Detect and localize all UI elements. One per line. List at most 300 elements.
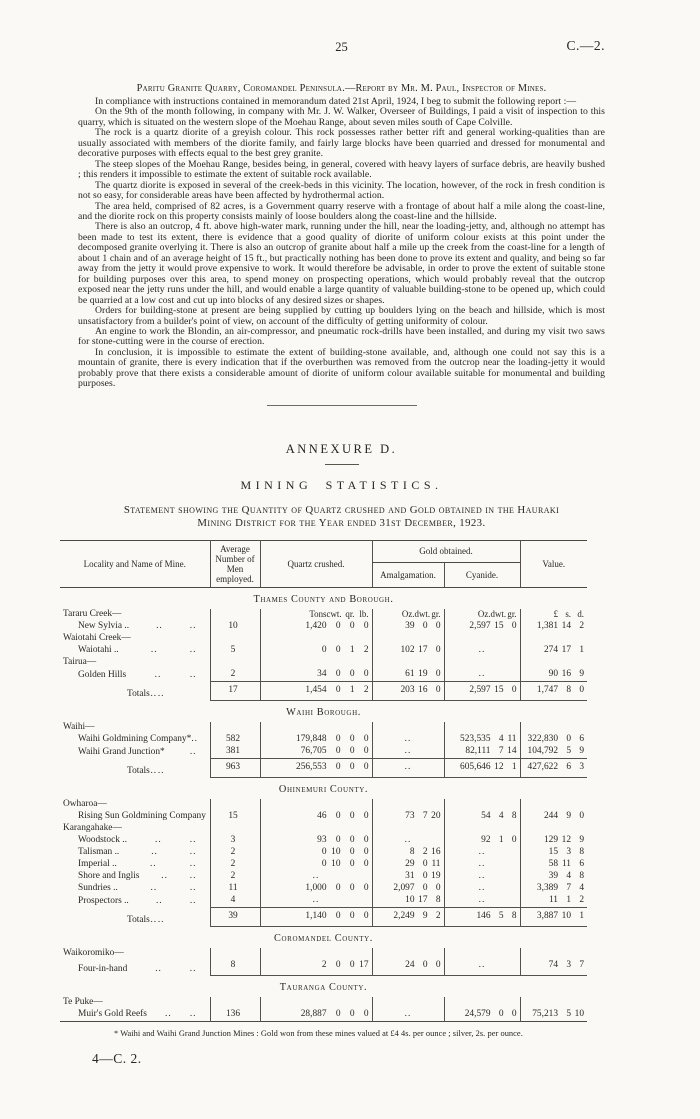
figure-major: Oz. <box>477 609 491 620</box>
figure-major: 523,535 <box>460 734 491 745</box>
value-cell <box>520 997 587 1009</box>
men-employed-cell: 10 <box>210 621 260 633</box>
col-header-men: Average Number of Men employed. <box>210 540 260 587</box>
quartz-cell <box>260 960 372 976</box>
men-employed-cell: 11 <box>210 883 260 895</box>
figure-minor: 15 <box>494 621 504 632</box>
figure-group <box>524 835 585 847</box>
locality-group-label: Tairua— <box>63 657 97 668</box>
mine-name-cell <box>60 645 210 657</box>
figure-group <box>376 609 441 621</box>
men-employed-cell <box>210 722 260 734</box>
figure-group <box>524 621 585 633</box>
figure-major: £ <box>553 609 558 620</box>
figure-minor: 10 <box>331 847 341 858</box>
dot-leader: .. <box>189 847 197 858</box>
figure-group <box>264 835 369 847</box>
quartz-cell <box>260 997 372 1009</box>
figure-major: 75,213 <box>532 1009 558 1020</box>
footer-signature: 4—C. 2. <box>92 1050 142 1066</box>
figure-major: 76,705 <box>300 746 327 757</box>
cyanide-cell: .. <box>444 960 520 976</box>
figure-group <box>524 871 585 883</box>
section-heading-row <box>60 777 587 799</box>
figure-group <box>264 883 369 895</box>
locality-group-row <box>60 799 587 811</box>
locality-group-label: Tararu Creek— <box>63 609 122 620</box>
figure-minor: 0 <box>349 911 355 922</box>
annexure-title: ANNEXURE D. <box>285 441 398 456</box>
men-employed-cell: 2 <box>210 871 260 883</box>
figure-minor: 9 <box>579 669 584 680</box>
figure-minor: dwt. <box>414 609 431 620</box>
figure-minor: 0 <box>511 621 517 632</box>
value-cell <box>520 835 587 847</box>
dot-leader: .. <box>150 688 158 699</box>
figure-minor: 5 <box>566 1009 571 1020</box>
mine-name-line <box>63 871 207 883</box>
figure-minor: 0 <box>511 685 517 696</box>
figure-major: 129 <box>543 835 558 846</box>
annexure-divider-rule <box>325 464 359 465</box>
men-employed-cell: 582 <box>210 734 260 746</box>
mine-name-cell <box>60 859 210 871</box>
mine-name-line <box>63 1009 207 1021</box>
dot-leader: .. <box>150 883 158 894</box>
value-cell <box>520 758 587 777</box>
figure-minor: 0 <box>422 621 428 632</box>
figure-minor: 5 <box>566 746 571 757</box>
amalgamation-cell <box>372 948 444 960</box>
men-employed-cell: 2 <box>210 669 260 682</box>
mine-name-cell <box>60 847 210 859</box>
figure-minor: 0 <box>363 847 369 858</box>
section-heading: Waihi Borough. <box>286 707 361 719</box>
figure-minor: 0 <box>363 1009 369 1020</box>
figure-major: 104,792 <box>527 746 558 757</box>
amalgamation-cell <box>372 633 444 645</box>
amalgamation-cell: .. <box>372 1009 444 1022</box>
quartz-cell <box>260 746 372 759</box>
report-paragraph: The area held, comprised of 82 acres, is a Government quarry reserve with a frontage of about half a mile along the coast-line, and the diorite rock on this property consists mainly of loose boulders along the coast-line and the hillside. <box>78 200 605 222</box>
figure-minor: 0 <box>349 960 355 971</box>
figure-group <box>448 1009 517 1021</box>
report-paragraph: Orders for building-stone at present are being supplied by cutting up boulders lying on the beach and hillside, which is most unsatisfactory from a builder's point of view, on account of the difficulty of getting uniformity of colour. <box>78 305 605 327</box>
report-paragraph: An engine to work the Blondin, an air-compressor, and pneumatic rock-drills have been installed, and during my visit two saws for stone-cutting were in the course of erection. <box>78 325 605 348</box>
figure-minor: 0 <box>335 746 341 757</box>
figure-major: 322,830 <box>527 734 558 745</box>
dot-leader: .. <box>189 883 197 894</box>
mine-name-line <box>63 835 207 847</box>
figure-group <box>376 911 441 923</box>
dot-leader: .. <box>157 914 165 925</box>
men-employed-cell: 136 <box>210 1009 260 1022</box>
value-cell <box>520 621 587 633</box>
figure-minor: 0 <box>335 911 341 922</box>
figure-minor: 0 <box>579 685 584 696</box>
mine-name-cell <box>60 823 210 835</box>
value-cell <box>520 669 587 682</box>
mine-name: Shore and Inglis <box>78 871 140 882</box>
mine-row <box>60 835 587 847</box>
mine-name: Waihi Grand Junction* <box>78 746 165 757</box>
mine-name-cell <box>60 681 210 700</box>
report-paragraph: In conclusion, it is impossible to estimate the extent of building-stone available, and, although one could not say this is a mountain of granite, there is every indication that if the overburthen was removed from the outcrop near the loading-jetty it would probably prove that there exists a considerable amount of diorite of uniform colour available suitable for monumental and building purposes. <box>78 346 605 390</box>
mine-name: New Sylvia .. <box>78 621 130 632</box>
figure-minor: 0 <box>511 1009 517 1020</box>
figure-minor: 5 <box>498 911 504 922</box>
figure-minor: 1 <box>511 762 517 773</box>
amalgamation-cell: .. <box>372 734 444 746</box>
men-employed-cell: 17 <box>210 681 260 700</box>
figure-minor: 0 <box>335 811 341 822</box>
locality-group-label: Te Puke— <box>63 997 103 1008</box>
figure-minor: 4 <box>498 811 504 822</box>
section-heading: Tauranga County. <box>279 982 368 994</box>
figure-group <box>448 685 517 697</box>
mine-name: Sundries .. <box>78 883 118 894</box>
figure-group <box>524 911 585 923</box>
figure-minor: 7 <box>422 811 428 822</box>
mine-name-line <box>63 670 207 682</box>
page-header <box>78 40 605 56</box>
figure-minor: 0 <box>422 871 428 882</box>
figure-minor: 0 <box>335 960 341 971</box>
figure-minor: 0 <box>363 911 369 922</box>
amalgamation-cell <box>372 669 444 682</box>
figure-minor: 0 <box>335 621 341 632</box>
figure-major: 427,622 <box>527 762 558 773</box>
dot-leader: .. <box>191 734 198 745</box>
figure-minor: 2 <box>579 895 584 906</box>
figure-minor: 1 <box>498 835 504 846</box>
amalgamation-cell <box>372 811 444 823</box>
figure-group <box>376 669 441 681</box>
locality-group-label: Waiotahi Creek— <box>63 633 131 644</box>
figure-major: 2,097 <box>393 883 415 894</box>
quartz-cell <box>260 734 372 746</box>
mine-name-cell <box>60 997 210 1009</box>
figure-minor: 4 <box>566 871 571 882</box>
figure-group <box>524 847 585 859</box>
figure-major: 2,249 <box>393 911 415 922</box>
amalgamation-cell <box>372 960 444 976</box>
mine-name-line <box>63 847 207 859</box>
mine-name-cell <box>60 758 210 777</box>
mine-row <box>60 960 587 976</box>
section-heading-row <box>60 926 587 948</box>
figure-group <box>264 621 369 633</box>
figure-minor: 0 <box>335 685 341 696</box>
figure-minor: 1 <box>349 685 355 696</box>
figure-minor: 8 <box>511 811 517 822</box>
figure-group <box>264 685 369 697</box>
dot-leader: .. <box>157 688 165 699</box>
col-header-cyanide: Cyanide. <box>444 562 520 587</box>
value-cell <box>520 948 587 960</box>
quartz-cell <box>260 907 372 926</box>
locality-group-row <box>60 609 587 621</box>
mine-name-cell <box>60 746 210 759</box>
figure-group <box>448 734 517 746</box>
figure-group <box>264 1009 369 1021</box>
quartz-cell <box>260 669 372 682</box>
mine-row <box>60 811 587 823</box>
figure-group <box>264 811 369 823</box>
figure-minor: 0 <box>435 960 441 971</box>
figure-major: 8 <box>409 847 415 858</box>
mine-name-cell <box>60 734 210 746</box>
mine-name-cell <box>60 799 210 811</box>
figure-major: 179,848 <box>296 734 327 745</box>
locality-group-label: Waikoromiko— <box>63 948 124 959</box>
mine-name: Prospectors .. <box>78 895 129 906</box>
figure-minor: 2 <box>579 621 584 632</box>
mine-name-cell <box>60 835 210 847</box>
mine-name: Talisman .. <box>78 847 120 858</box>
mine-name-line <box>63 621 207 633</box>
amalgamation-cell <box>372 823 444 835</box>
figure-minor: 0 <box>335 883 341 894</box>
value-cell <box>520 799 587 811</box>
figure-minor: 0 <box>435 669 441 680</box>
quartz-cell <box>260 681 372 700</box>
value-cell <box>520 907 587 926</box>
cyanide-cell <box>444 823 520 835</box>
figure-minor: 0 <box>435 883 441 894</box>
figure-major: 93 <box>317 835 327 846</box>
figure-major: 0 <box>321 645 327 656</box>
locality-group-row <box>60 948 587 960</box>
figure-group <box>448 811 517 823</box>
amalgamation-cell <box>372 621 444 633</box>
figure-minor: 17 <box>561 645 571 656</box>
figure-major: 1,747 <box>536 685 558 696</box>
figure-group <box>264 911 369 923</box>
figure-minor: 0 <box>349 859 355 870</box>
men-employed-cell: 3 <box>210 835 260 847</box>
col-header-amalgamation: Amalgamation. <box>372 562 444 587</box>
figure-minor: gr. <box>507 609 517 620</box>
quartz-cell: .. <box>260 871 372 883</box>
mine-name-line <box>63 859 207 871</box>
mine-name-cell <box>60 960 210 976</box>
figure-minor: 6 <box>579 734 584 745</box>
figure-minor: 0 <box>349 883 355 894</box>
figure-major: 39 <box>548 871 558 882</box>
figure-group <box>376 960 441 972</box>
cyanide-cell: .. <box>444 871 520 883</box>
cyanide-cell: .. <box>444 895 520 908</box>
locality-group-label: Karangahake— <box>63 823 122 834</box>
quartz-cell <box>260 621 372 633</box>
figure-group <box>524 960 585 972</box>
mine-name-cell <box>60 669 210 682</box>
report-paragraph: There is also an outcrop, 4 ft. above high-water mark, running under the hill, near the loading-jetty, and, although no attempt has been made to test its extent, there is evidence that a good quality of diorite of uniform colour exists at this point under the decomposed granite overlying it. There is also an outcrop of granite about half a mile up the creek from the coast-line for a length of about 1 chain and of an average height of 15 ft., but practically nothing has been done to prove its extent and quality, and being so far away from the jetty it would prove expensive to work. It would therefore be advisable, in order to prove the extent of suitable stone for building purposes over this area, to spend money on prospecting operations, which would probably reveal that the outcrop exposed near the jetty runs under the hill, and would enable a large quantity of valuable building-stone to be opened up, which could be quarried at a low cost and cut up into blocks of any desired sizes or shapes. <box>78 221 605 306</box>
figure-minor: 8 <box>579 847 584 858</box>
amalgamation-cell: .. <box>372 746 444 759</box>
figure-minor: 20 <box>431 811 441 822</box>
figure-minor: 0 <box>363 883 369 894</box>
figure-minor: 2 <box>363 685 369 696</box>
men-employed-cell: 39 <box>210 907 260 926</box>
figure-minor: 8 <box>511 911 517 922</box>
amalgamation-cell <box>372 722 444 734</box>
mine-name: Golden Hills <box>78 669 127 680</box>
value-cell <box>520 746 587 759</box>
figure-group <box>524 669 585 681</box>
dot-leader: .. <box>161 871 168 882</box>
figure-major: 146 <box>476 911 491 922</box>
amalgamation-cell <box>372 645 444 657</box>
dot-leader: .. <box>189 746 197 757</box>
amalgamation-cell: .. <box>372 758 444 777</box>
figure-minor: 0 <box>349 811 355 822</box>
figure-major: 11 <box>548 895 558 906</box>
figure-major: 39 <box>405 621 415 632</box>
figure-minor: 3 <box>566 960 571 971</box>
figure-group <box>376 895 441 907</box>
mine-name-line <box>63 689 207 701</box>
mine-row <box>60 669 587 682</box>
dot-leader: .. <box>155 963 162 974</box>
mine-name-cell <box>60 1009 210 1022</box>
mine-name-cell <box>60 811 210 823</box>
figure-major: 92 <box>481 835 491 846</box>
figure-group <box>524 762 585 774</box>
figure-group <box>524 859 585 871</box>
amalgamation-cell: .. <box>372 835 444 847</box>
figure-minor: 0 <box>422 960 428 971</box>
dot-leader: .. <box>156 621 163 632</box>
cyanide-cell <box>444 734 520 746</box>
value-cell <box>520 823 587 835</box>
figure-minor: 3 <box>566 847 571 858</box>
dot-leader: .. <box>155 895 163 906</box>
mine-row <box>60 871 587 883</box>
figure-minor: 0 <box>566 734 571 745</box>
figure-major: 10 <box>405 895 415 906</box>
mine-name: Waiotahi .. <box>78 645 119 656</box>
figure-major: 256,553 <box>296 762 327 773</box>
dot-leader: .. <box>155 835 162 846</box>
value-cell <box>520 1009 587 1022</box>
figure-minor: 7 <box>498 746 504 757</box>
amalgamation-cell <box>372 871 444 883</box>
mine-name-cell <box>60 657 210 669</box>
locality-group-row <box>60 823 587 835</box>
figure-minor: 7 <box>566 883 571 894</box>
page-number: 25 <box>335 40 348 54</box>
table-footnote: * Waihi and Waihi Grand Junction Mines : Gold won from these mines valued at £4 4s. per ounce ; silver, 2s. per ounce. <box>114 1028 523 1038</box>
locality-group-label: Owharoa— <box>63 799 107 810</box>
dot-leader: .. <box>154 669 162 680</box>
locality-group-row <box>60 633 587 645</box>
figure-minor: 0 <box>511 835 517 846</box>
totals-row <box>60 681 587 700</box>
mine-row <box>60 621 587 633</box>
figure-minor: 8 <box>566 685 571 696</box>
cyanide-cell <box>444 835 520 847</box>
mine-name-line <box>63 766 207 778</box>
figure-group <box>264 847 369 859</box>
figure-group <box>376 883 441 895</box>
figure-minor: 11 <box>507 734 517 745</box>
figure-minor: 0 <box>363 762 369 773</box>
mining-table-header <box>60 540 587 587</box>
dot-leader: .. <box>150 914 158 925</box>
figure-major: 1,000 <box>305 883 327 894</box>
cyanide-cell <box>444 657 520 669</box>
figure-minor: 0 <box>349 762 355 773</box>
men-employed-cell: 2 <box>210 847 260 859</box>
dot-leader: .. <box>165 1009 172 1020</box>
figure-major: 90 <box>548 669 558 680</box>
quartz-cell <box>260 722 372 734</box>
amalgamation-cell <box>372 859 444 871</box>
figure-group <box>264 746 369 758</box>
men-employed-cell: 2 <box>210 859 260 871</box>
quartz-cell <box>260 823 372 835</box>
figure-minor: 12 <box>494 762 504 773</box>
cyanide-cell: .. <box>444 859 520 871</box>
statement-heading <box>78 504 605 531</box>
figure-minor: 8 <box>435 895 441 906</box>
mine-name-cell <box>60 621 210 633</box>
mine-name-line <box>63 915 207 927</box>
section-heading-row <box>60 975 587 997</box>
mine-name-line <box>63 883 207 895</box>
mine-name: Four-in-hand <box>78 963 128 974</box>
figure-group <box>448 835 517 847</box>
figure-minor: 1 <box>349 645 355 656</box>
amalgamation-cell <box>372 799 444 811</box>
dot-leader: .. <box>189 669 197 680</box>
figure-minor: 10 <box>561 911 571 922</box>
figure-major: 605,646 <box>460 762 491 773</box>
figure-group <box>448 621 517 633</box>
figure-group <box>524 685 585 697</box>
section-heading-row <box>60 700 587 722</box>
dot-leader: .. <box>189 645 197 656</box>
figure-major: 244 <box>543 811 558 822</box>
figure-major: 74 <box>548 960 558 971</box>
page-content <box>63 0 605 1067</box>
figure-major: 1,381 <box>536 621 558 632</box>
figure-minor: 0 <box>363 811 369 822</box>
figure-minor: 0 <box>349 669 355 680</box>
figure-major: 2,597 <box>469 685 491 696</box>
figure-minor: 10 <box>331 859 341 870</box>
mine-name-cell <box>60 609 210 621</box>
figure-minor: 1 <box>579 911 584 922</box>
amalgamation-cell <box>372 895 444 908</box>
quartz-cell <box>260 859 372 871</box>
figure-major: 58 <box>548 859 558 870</box>
value-cell <box>520 722 587 734</box>
totals-label: Totals <box>127 765 150 776</box>
quartz-cell <box>260 811 372 823</box>
dot-leader: .. <box>189 835 197 846</box>
figure-minor: 0 <box>422 859 428 870</box>
figure-minor: 3 <box>579 762 584 773</box>
quartz-cell <box>260 657 372 669</box>
figure-minor: 6 <box>566 762 571 773</box>
locality-group-row <box>60 722 587 734</box>
figure-minor: 0 <box>335 734 341 745</box>
value-cell <box>520 645 587 657</box>
mine-name-line <box>63 747 207 759</box>
